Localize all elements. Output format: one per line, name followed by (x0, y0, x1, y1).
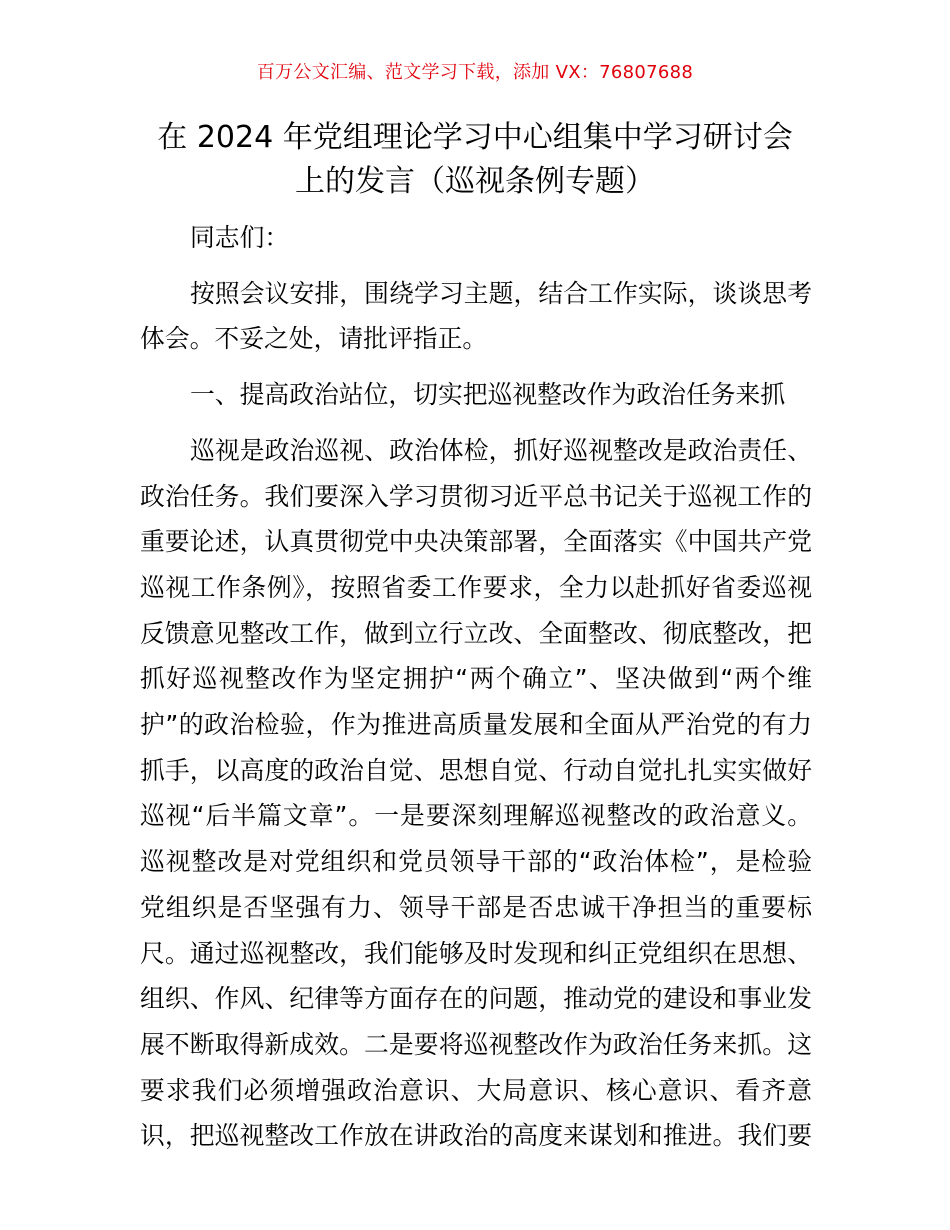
header-watermark-note: 百万公文汇编、范文学习下载，添加 VX：76807688 (256, 62, 694, 83)
section-heading-1: 一、提高政治站位，切实把巡视整改作为政治任务来抓 (190, 380, 786, 410)
paragraph-line: 组织、作风、纪律等方面存在的问题，推动党的建设和事业发 (140, 984, 812, 1014)
body-paragraph-1 (140, 428, 812, 1159)
paragraph-line: 巡视工作条例》，按照省委工作要求，全力以赴抓好省委巡视 (140, 572, 812, 602)
paragraph-line: 识，把巡视整改工作放在讲政治的高度来谋划和推进。我们要 (140, 1121, 812, 1151)
title-line-1: 在 2024 年党组理论学习中心组集中学习研讨会 (157, 120, 793, 155)
document-body (140, 215, 812, 1159)
paragraph-line: 巡视是政治巡视、政治体检，抓好巡视整改是政治责任、 (190, 435, 812, 465)
paragraph-line: 政治任务。我们要深入学习贯彻习近平总书记关于巡视工作的 (140, 481, 812, 511)
paragraph-line: 尺。通过巡视整改，我们能够及时发现和纠正党组织在思想、 (140, 938, 812, 968)
paragraph-line: 护”的政治检验，作为推进高质量发展和全面从严治党的有力 (140, 710, 812, 740)
intro-line: 体会。不妥之处，请批评指正。 (140, 324, 488, 354)
paragraph-line: 反馈意见整改工作，做到立行立改、全面整改、彻底整改，把 (140, 618, 812, 648)
paragraph-line: 党组织是否坚强有力、领导干部是否忠诚干净担当的重要标 (140, 892, 812, 922)
intro-line: 按照会议安排，围绕学习主题，结合工作实际，谈谈思考 (190, 278, 812, 308)
paragraph-line: 巡视“后半篇文章”。一是要深刻理解巡视整改的政治意义。 (140, 801, 812, 831)
paragraph-line: 展不断取得新成效。二是要将巡视整改作为政治任务来抓。这 (140, 1029, 812, 1059)
salutation: 同志们： (190, 223, 290, 252)
paragraph-line: 抓手，以高度的政治自觉、思想自觉、行动自觉扎扎实实做好 (140, 755, 812, 785)
paragraph-line: 重要论述，认真贯彻党中央决策部署，全面落实《中国共产党 (140, 527, 812, 557)
paragraph-line: 要求我们必须增强政治意识、大局意识、核心意识、看齐意 (140, 1075, 812, 1105)
paragraph-line: 抓好巡视整改作为坚定拥护“两个确立”、坚决做到“两个维 (140, 664, 812, 694)
document-title (140, 116, 810, 204)
intro-paragraph (140, 271, 812, 362)
paragraph-line: 巡视整改是对党组织和党员领导干部的“政治体检”，是检验 (140, 847, 812, 877)
title-line-2: 上的发言（巡视条例专题） (295, 164, 655, 199)
